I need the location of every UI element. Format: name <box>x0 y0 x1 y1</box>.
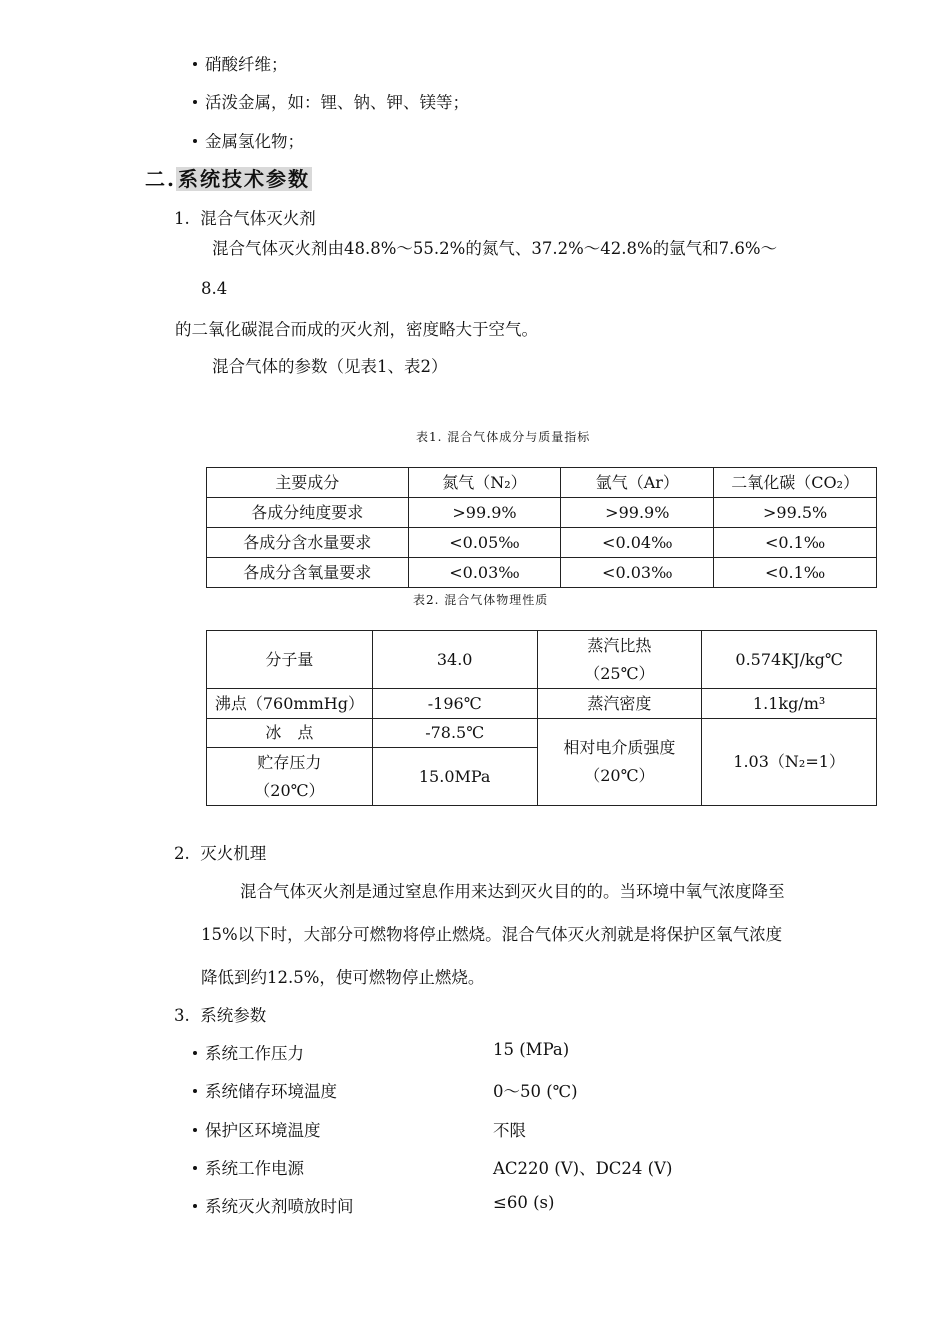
item3-heading: 3. 系统参数 <box>174 1006 267 1025</box>
table-cell: -78.5℃ <box>372 719 537 748</box>
bullet-icon <box>193 100 197 104</box>
item1-para-line2: 8.4 <box>201 279 228 298</box>
table-cell: 各成分含氧量要求 <box>207 558 409 588</box>
table-cell: >99.9% <box>561 498 714 528</box>
table-cell: 相对电介质强度 （20℃） <box>537 719 702 806</box>
bullet-icon <box>193 139 197 143</box>
table2-caption: 表2. 混合气体物理性质 <box>413 593 549 607</box>
table-cell: 各成分含水量要求 <box>207 528 409 558</box>
item2-para-line3: 降低到约12.5%，使可燃物停止燃烧。 <box>201 968 485 987</box>
table-cell: 0.574KJ/kg℃ <box>702 631 877 689</box>
table1 <box>206 467 877 588</box>
item1-para-line1: 混合气体灭火剂由48.8%～55.2%的氮气、37.2%～42.8%的氩气和7.6%～ <box>212 239 778 258</box>
param-value: 0～50 (℃) <box>493 1082 578 1101</box>
table-cell: 蒸汽密度 <box>537 689 702 719</box>
bullet-icon <box>193 1051 197 1055</box>
param-row: 系统工作压力 <box>193 1040 304 1064</box>
table-cell: 1.03（N₂=1） <box>702 719 877 806</box>
bullet-icon <box>193 1204 197 1208</box>
table-cell: -196℃ <box>372 689 537 719</box>
table-cell: <0.03‰ <box>408 558 561 588</box>
table-header-cell: 二氧化碳（CO₂） <box>714 468 877 498</box>
table-cell: 蒸汽比热 （25℃） <box>537 631 702 689</box>
param-row: 系统灭火剂喷放时间 <box>193 1193 354 1217</box>
table-row <box>207 468 877 498</box>
item2-para-line1: 混合气体灭火剂是通过窒息作用来达到灭火目的的。当环境中氧气浓度降至 <box>240 882 785 901</box>
table-cell: 分子量 <box>207 631 373 689</box>
bullet-item: 金属氢化物； <box>193 128 304 152</box>
param-row: 保护区环境温度 <box>193 1117 321 1141</box>
bullet-icon <box>193 1128 197 1132</box>
item1-heading: 1. 混合气体灭火剂 <box>174 209 316 228</box>
param-row: 系统工作电源 <box>193 1155 304 1179</box>
table-row <box>207 719 877 748</box>
table-cell: >99.9% <box>408 498 561 528</box>
table-row <box>207 498 877 528</box>
table-cell: <0.05‰ <box>408 528 561 558</box>
table-cell: <0.04‰ <box>561 528 714 558</box>
table1-caption: 表1. 混合气体成分与质量指标 <box>416 430 591 444</box>
table-row <box>207 528 877 558</box>
table-cell: >99.5% <box>714 498 877 528</box>
table-row <box>207 689 877 719</box>
param-value: 15 (MPa) <box>493 1040 570 1059</box>
table-cell: 各成分纯度要求 <box>207 498 409 528</box>
item2-heading: 2. 灭火机理 <box>174 844 267 863</box>
bullet-icon <box>193 1089 197 1093</box>
bullet-item: 硝酸纤维； <box>193 51 288 75</box>
param-value: AC220 (V)、DC24 (V) <box>493 1159 673 1178</box>
table-cell: 冰 点 <box>207 719 373 748</box>
bullet-icon <box>193 62 197 66</box>
item1-para-line3: 的二氧化碳混合而成的灭火剂，密度略大于空气。 <box>175 320 538 339</box>
param-value: 不限 <box>493 1121 526 1140</box>
table-cell: 贮存压力 （20℃） <box>207 748 373 806</box>
table-row <box>207 558 877 588</box>
bullet-icon <box>193 1166 197 1170</box>
bullet-item: 活泼金属，如：锂、钠、钾、镁等； <box>193 89 469 113</box>
section-title: 系统技术参数 <box>177 167 310 191</box>
item2-para-line2: 15%以下时，大部分可燃物将停止燃烧。混合气体灭火剂就是将保护区氧气浓度 <box>201 925 783 944</box>
section-heading: 二. 系统技术参数 <box>145 167 310 191</box>
table-header-cell: 氩气（Ar） <box>561 468 714 498</box>
item1-para-line4: 混合气体的参数（见表1、表2） <box>212 357 448 376</box>
table-cell: 沸点（760mmHg） <box>207 689 373 719</box>
table-cell: <0.1‰ <box>714 558 877 588</box>
table-cell: 1.1kg/m³ <box>702 689 877 719</box>
table-cell: <0.1‰ <box>714 528 877 558</box>
table-cell: 15.0MPa <box>372 748 537 806</box>
table-row <box>207 631 877 689</box>
param-value: ≤60 (s) <box>493 1193 555 1212</box>
table2 <box>206 630 877 806</box>
table-cell: <0.03‰ <box>561 558 714 588</box>
table-header-cell: 主要成分 <box>207 468 409 498</box>
param-row: 系统储存环境温度 <box>193 1078 337 1102</box>
table-header-cell: 氮气（N₂） <box>408 468 561 498</box>
table-cell: 34.0 <box>372 631 537 689</box>
